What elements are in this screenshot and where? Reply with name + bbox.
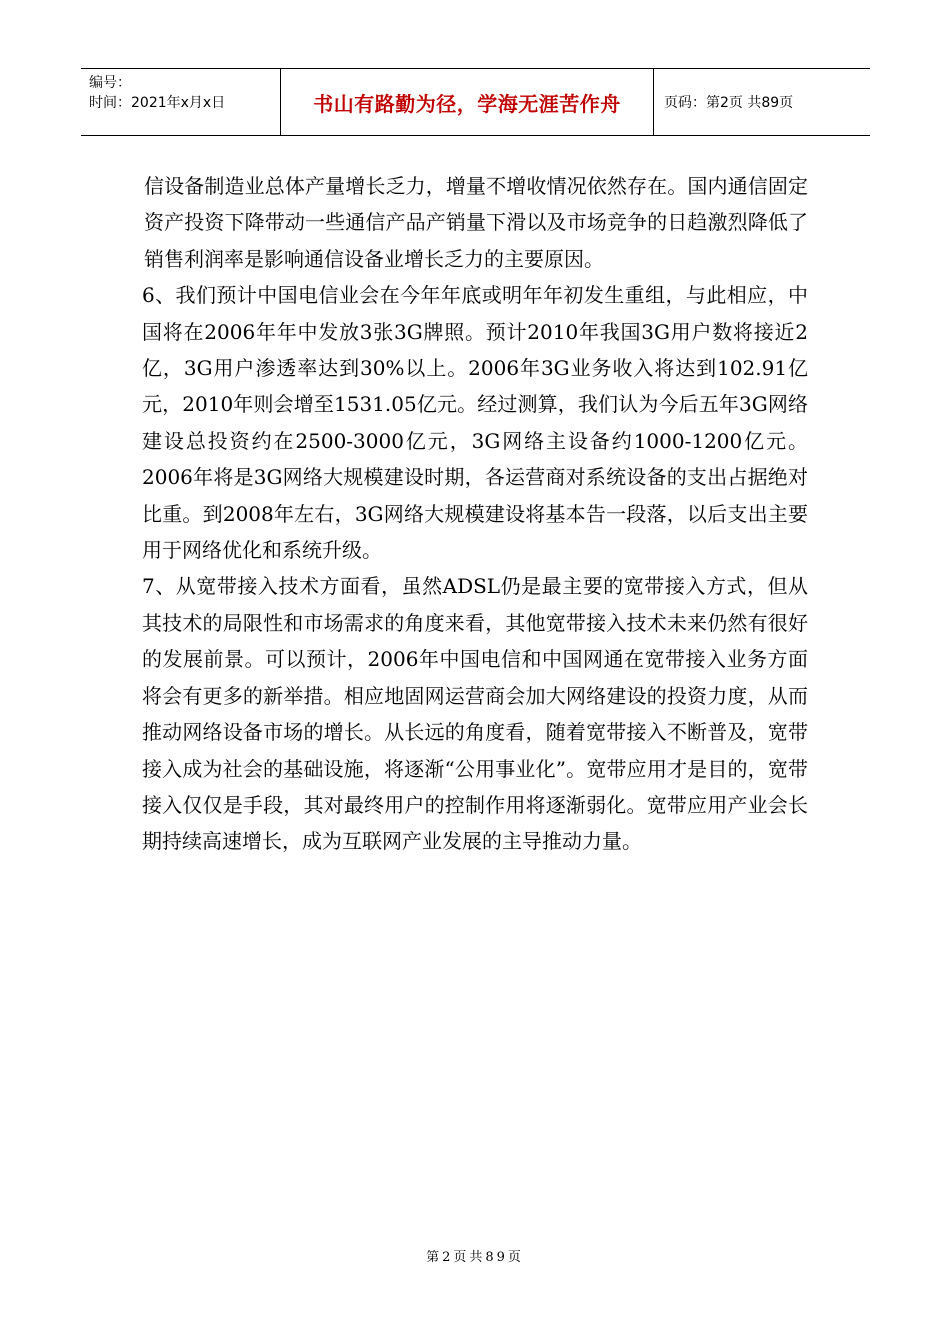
- document-number-label: 编号：: [89, 75, 131, 91]
- paragraph-continued: 信设备制造业总体产量增长乏力，增量不增收情况依然存在。国内通信固定资产投资下降带动一些通信产品产销量下滑以及市场竞争的日趋激烈降低了销售利润率是影响通信设备业增长乏力的主要原因。: [144, 174, 808, 271]
- page-header: [81, 68, 870, 136]
- list-item-6: 6、我们预计中国电信业会在今年年底或明年年初发生重组，与此相应，中国将在2006年年中发放3张3G牌照。预计2010年我国3G用户数将接近2亿，3G用户渗透率达到30%以上。2006年3G业务收入将达到102.91亿元，2010年则会增至1531.05亿元。经过测算，我们认为今后五年3G网络建设总投资约在2500-3000亿元，3G网络主设备约1000-1200亿元。2006年将是3G网络大规模建设时期，各运营商对系统设备的支出占据绝对比重。到2008年左右，3G网络大规模建设将基本告一段落，以后支出主要用于网络优化和系统升级。: [142, 283, 808, 563]
- page-footer: 第2页共89页: [426, 1250, 524, 1265]
- document-body: [144, 168, 808, 860]
- list-item-7: 7、从宽带接入技术方面看，虽然ADSL仍是最主要的宽带接入方式，但从其技术的局限性和市场需求的角度来看，其他宽带接入技术未来仍然有很好的发展前景。可以预计，2006年中国电信和中国网通在宽带接入业务方面将会有更多的新举措。相应地固网运营商会加大网络建设的投资力度，从而推动网络设备市场的增长。从长远的角度看，随着宽带接入不断普及，宽带接入成为社会的基础设施，将逐渐“公用事业化”。宽带应用才是目的，宽带接入仅仅是手段，其对最终用户的控制作用将逐渐弱化。宽带应用产业会长期持续高速增长，成为互联网产业发展的主导推动力量。: [142, 574, 808, 854]
- document-date: 时间：2021年x月x日: [89, 95, 226, 111]
- header-meta-cell: [81, 69, 281, 135]
- header-page-code: 页码：第2页 共89页: [664, 95, 794, 111]
- header-motto: 书山有路勤为径，学海无涯苦作舟: [281, 69, 654, 135]
